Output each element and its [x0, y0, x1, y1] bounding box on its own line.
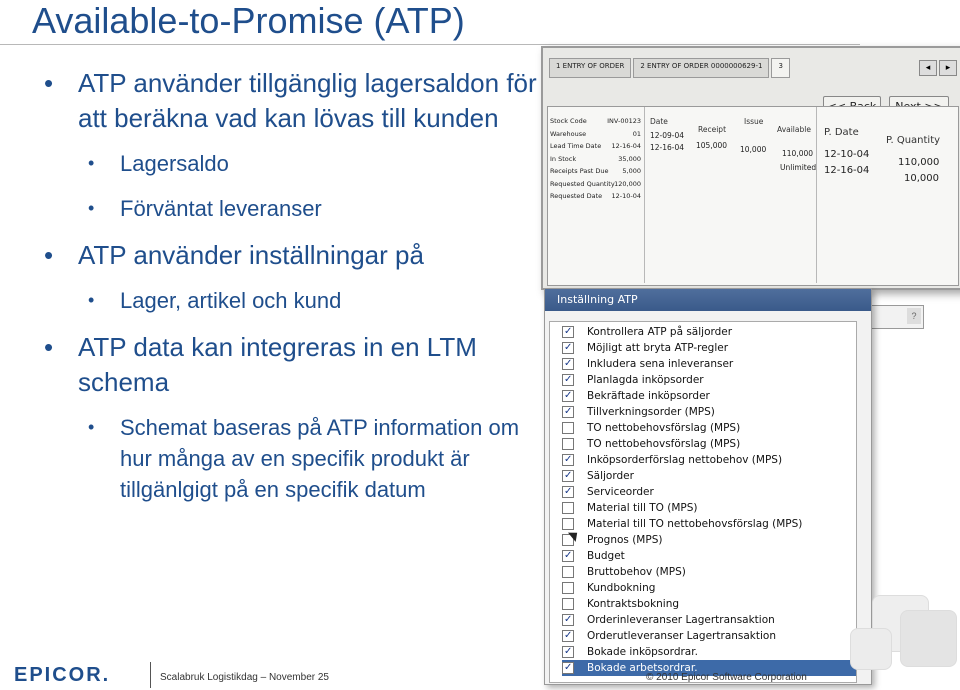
setting-label: Bokade inköpsordrar. [587, 646, 698, 658]
setting-item[interactable] [562, 612, 856, 628]
order-tabs [549, 58, 792, 78]
field-value: 5,000 [622, 167, 641, 175]
field-label: Lead Time Date [550, 142, 602, 150]
epicor-logo: EPICOR. [14, 664, 111, 686]
setting-label: Prognos (MPS) [587, 534, 663, 546]
setting-item[interactable] [562, 436, 856, 452]
field-value: 120,000 [614, 179, 641, 188]
row2-date: 12-16-04 [650, 143, 685, 152]
column-divider [644, 107, 645, 283]
tab-entry-of-order[interactable]: 1 ENTRY OF ORDER [549, 58, 631, 78]
row1-pdate: 12-10-04 [824, 149, 870, 160]
bullet-atp-settings: • ATP använder inställningar på [42, 238, 542, 273]
setting-item[interactable] [562, 564, 856, 580]
checkbox[interactable] [562, 422, 574, 434]
field-label: Receipts Past Due [550, 167, 609, 175]
atp-settings-panel [544, 288, 872, 685]
setting-label: Bokade arbetsordrar. [587, 662, 698, 674]
setting-item[interactable] [562, 628, 856, 644]
bullet-atp-availability: • ATP använder tillgänglig lagersaldon för att beräkna vad kan lövas till kunden [42, 66, 542, 136]
footer-divider [150, 662, 151, 688]
scroll-right-icon[interactable]: ▸ [939, 60, 957, 76]
checkbox[interactable] [562, 326, 574, 338]
checkbox[interactable] [562, 438, 574, 450]
field-values [603, 115, 641, 203]
row1-issue: 10,000 [740, 145, 767, 154]
checkbox[interactable] [562, 374, 574, 386]
sub-bullet-schemat: • Schemat baseras på ATP information om hur många av en specifik produkt är tillgänlgigt på en specifik datum [42, 412, 542, 505]
field-value: 35,000 [618, 154, 641, 163]
tab-scroll-arrows [917, 60, 957, 76]
atp-grid [547, 106, 959, 286]
checkbox[interactable] [562, 582, 574, 594]
checkbox[interactable] [562, 646, 574, 658]
setting-label: Orderinleveranser Lagertransaktion [587, 614, 775, 626]
setting-label: Kundbokning [587, 582, 656, 594]
bullet-atp-ltm: • ATP data kan integreras in en LTM schema [42, 330, 542, 400]
setting-label: Bruttobehov (MPS) [587, 566, 686, 578]
setting-label: Bekräftade inköpsorder [587, 390, 710, 402]
row1-receipt: 105,000 [696, 141, 728, 150]
setting-item[interactable] [562, 388, 856, 404]
setting-label: Inkludera sena inleveranser [587, 358, 734, 370]
row1-date: 12-09-04 [650, 131, 685, 140]
sub-bullet-lager-artikel-kund: • Lager, artikel och kund [42, 285, 542, 316]
row2-pdate: 12-16-04 [824, 165, 870, 176]
row1-available: 110,000 [782, 149, 814, 158]
field-label: Requested Quantity [550, 179, 615, 188]
checkbox[interactable] [562, 630, 574, 642]
setting-item[interactable] [562, 420, 856, 436]
setting-label: Säljorder [587, 470, 634, 482]
title-divider [0, 44, 860, 45]
field-value: 12-16-04 [611, 142, 641, 150]
setting-item[interactable] [562, 340, 856, 356]
setting-item[interactable] [562, 404, 856, 420]
setting-label: Budget [587, 550, 625, 562]
footer-copyright: © 2010 Epicor Software Corporation [646, 672, 807, 683]
setting-item[interactable] [562, 484, 856, 500]
tab-3[interactable]: 3 [771, 58, 789, 78]
setting-label: Planlagda inköpsorder [587, 374, 704, 386]
field-label: Warehouse [550, 129, 587, 138]
setting-label: Serviceorder [587, 486, 654, 498]
checkbox[interactable] [562, 358, 574, 370]
checkbox[interactable] [562, 470, 574, 482]
settings-panel-title: Inställning ATP [545, 289, 871, 311]
setting-label: TO nettobehovsförslag (MPS) [587, 438, 741, 450]
checkbox[interactable] [562, 598, 574, 610]
setting-item[interactable] [562, 644, 856, 660]
checkbox[interactable] [562, 550, 574, 562]
field-label: In Stock [550, 154, 577, 163]
field-value: 12-10-04 [611, 192, 641, 200]
col-date-header: Date [650, 117, 668, 126]
setting-label: Kontrollera ATP på säljorder [587, 326, 733, 338]
sub-bullet-forvantat: • Förväntat leveranser [42, 193, 542, 224]
col-available-header: Available [777, 125, 811, 134]
field-value: 01 [632, 129, 641, 138]
field-label: Stock Code [550, 117, 587, 125]
decorative-square [900, 610, 957, 667]
bullet-list [42, 66, 542, 519]
checkbox[interactable] [562, 390, 574, 402]
checkbox[interactable] [562, 486, 574, 498]
decorative-square [850, 628, 892, 670]
row2-pqty: 10,000 [904, 173, 939, 184]
setting-item[interactable] [562, 548, 856, 564]
checkbox[interactable] [562, 502, 574, 514]
col-issue-header: Issue [744, 117, 764, 126]
setting-label: TO nettobehovsförslag (MPS) [587, 422, 741, 434]
setting-item[interactable] [562, 324, 856, 340]
setting-item[interactable] [562, 372, 856, 388]
setting-item[interactable] [562, 596, 856, 612]
slide-title: Available-to-Promise (ATP) [32, 0, 465, 41]
checkbox[interactable] [562, 454, 574, 466]
row2-available: Unlimited [780, 163, 817, 172]
setting-item[interactable] [562, 500, 856, 516]
setting-label: Material till TO nettobehovsförslag (MPS) [587, 518, 803, 530]
checkbox[interactable] [562, 342, 574, 354]
setting-label: Möjligt att bryta ATP-regler [587, 342, 729, 354]
field-label: Requested Date [550, 192, 603, 200]
col-pqty-header: P. Quantity [886, 135, 941, 146]
footer-event: Scalabruk Logistikdag – November 25 [160, 672, 329, 683]
setting-label: Tillverkningsorder (MPS) [587, 406, 715, 418]
scroll-left-icon[interactable]: ◂ [919, 60, 937, 76]
setting-label: Inköpsorderförslag nettobehov (MPS) [587, 454, 783, 466]
col-receipt-header: Receipt [698, 125, 727, 134]
setting-label: Material till TO (MPS) [587, 502, 698, 514]
sub-bullet-lagersaldo: • Lagersaldo [42, 148, 542, 179]
field-value: INV-00123 [607, 117, 641, 125]
checkbox[interactable] [562, 406, 574, 418]
atp-order-window [541, 46, 960, 290]
setting-label: Kontraktsbokning [587, 598, 680, 610]
setting-item[interactable] [562, 468, 856, 484]
tab-entry-of-order-detail[interactable]: 2 ENTRY OF ORDER 0000000629-1 [633, 58, 769, 78]
col-pdate-header: P. Date [824, 127, 859, 138]
setting-item[interactable] [562, 580, 856, 596]
settings-checklist [549, 321, 857, 683]
row1-pqty: 110,000 [898, 157, 940, 168]
help-icon[interactable]: ? [907, 308, 921, 324]
setting-item[interactable] [562, 516, 856, 532]
checkbox[interactable] [562, 566, 574, 578]
setting-item[interactable] [562, 356, 856, 372]
setting-item[interactable] [562, 452, 856, 468]
column-divider [816, 107, 817, 283]
setting-item[interactable] [562, 532, 856, 548]
checkbox[interactable] [562, 614, 574, 626]
checkbox[interactable] [562, 662, 574, 674]
setting-label: Orderutleveranser Lagertransaktion [587, 630, 776, 642]
